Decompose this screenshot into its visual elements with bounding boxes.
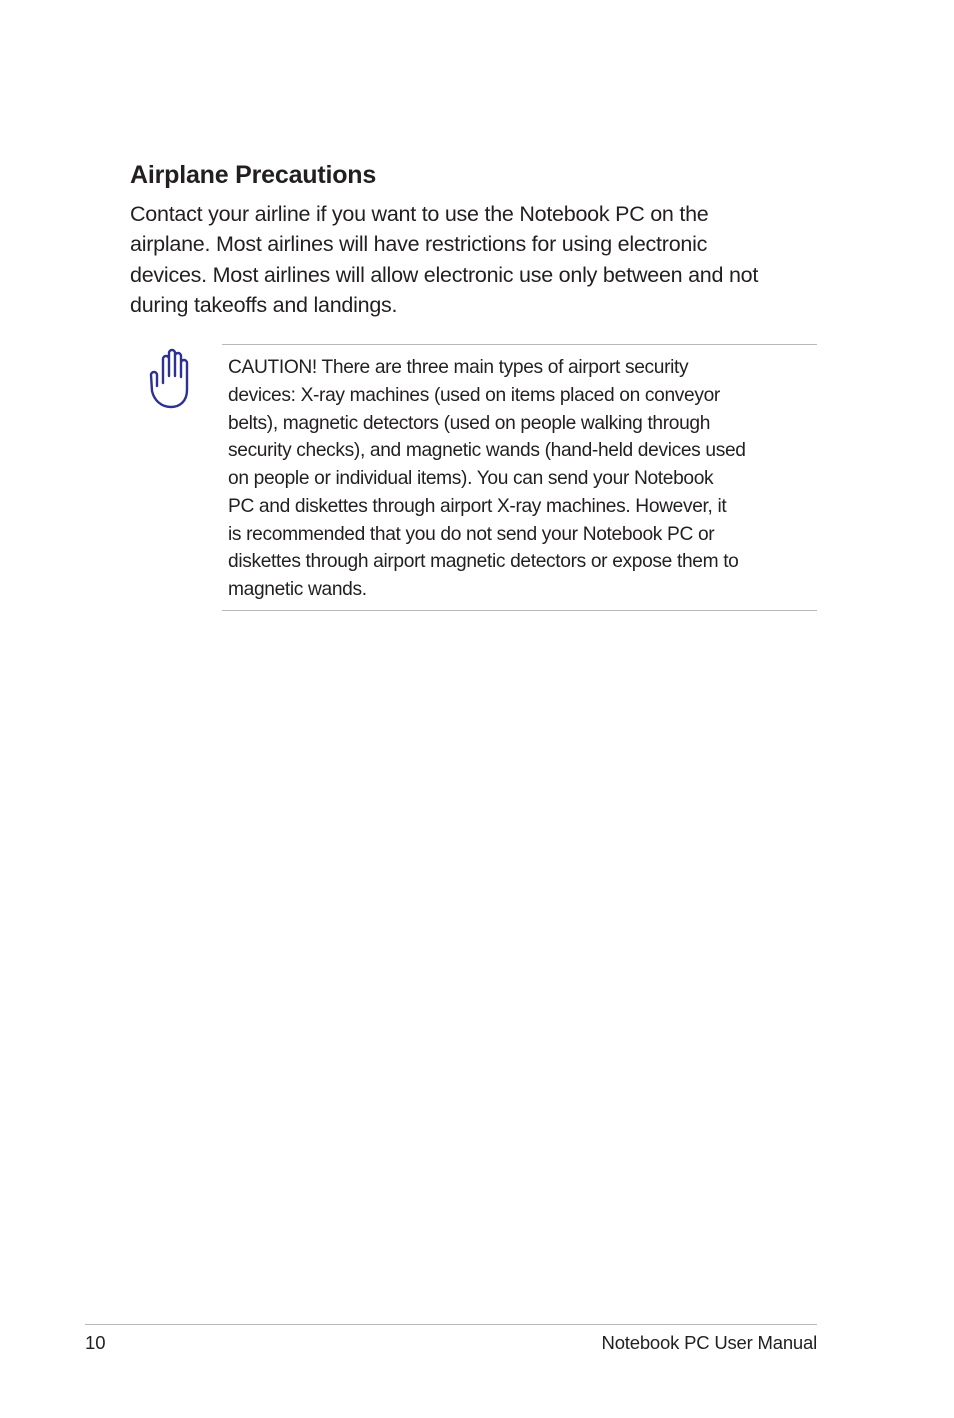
caution-top-divider (222, 344, 817, 345)
intro-paragraph (130, 199, 830, 320)
intro-line: Contact your airline if you want to use the Notebook PC on the (130, 202, 709, 226)
intro-line: airplane. Most airlines will have restrictions for using electronic (130, 232, 708, 257)
intro-line: devices. Most airlines will allow electronic use only between and not (130, 262, 759, 287)
intro-line: during takeoffs and landings. (130, 292, 398, 317)
caution-line: security checks), and magnetic wands (hand-held devices used (228, 440, 746, 462)
page-number: 10 (85, 1332, 106, 1353)
caution-line: magnetic wands. (228, 579, 367, 600)
caution-line: CAUTION! There are three main types of airport security (228, 357, 689, 378)
manual-title: Notebook PC User Manual (601, 1332, 817, 1353)
caution-note (228, 354, 828, 604)
caution-bottom-divider (222, 610, 817, 611)
caution-line: belts), magnetic detectors (used on people walking through (228, 412, 711, 434)
caution-line: diskettes through airport magnetic detectors or expose them to (228, 551, 739, 573)
caution-line: devices: X-ray machines (used on items placed on conveyor (228, 384, 720, 406)
section-title: Airplane Precautions (130, 161, 377, 189)
hand-caution-icon (148, 346, 194, 410)
caution-line: on people or individual items). You can send your Notebook (228, 468, 714, 489)
caution-line: is recommended that you do not send your Notebook PC or (228, 523, 715, 545)
caution-line: PC and diskettes through airport X-ray machines. However, it (228, 495, 727, 517)
footer-divider (85, 1324, 817, 1325)
